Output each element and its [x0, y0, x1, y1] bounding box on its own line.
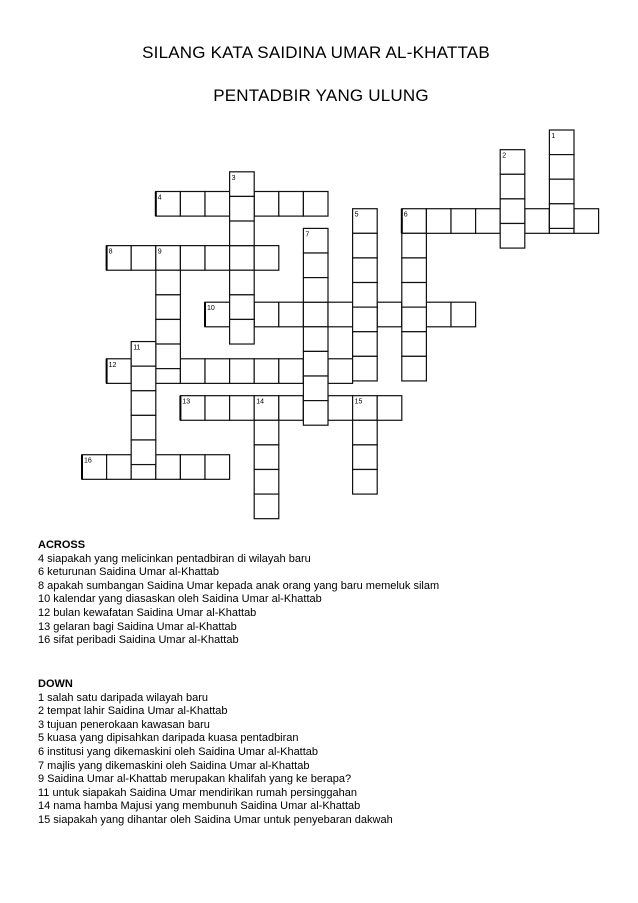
clue-number: 11: [133, 344, 141, 352]
puzzle-subtitle: PENTADBIR YANG ULUNG: [213, 86, 429, 105]
clue-number: 4: [157, 194, 162, 202]
grid-cell[interactable]: [402, 332, 427, 357]
grid-cell[interactable]: [402, 258, 427, 283]
grid-cell[interactable]: [230, 270, 255, 295]
grid-cell[interactable]: [353, 420, 378, 445]
grid-cell[interactable]: [451, 209, 476, 234]
grid-cell[interactable]: [353, 356, 378, 381]
grid-cell[interactable]: [303, 278, 328, 303]
grid-cell[interactable]: [254, 246, 279, 271]
grid-cell[interactable]: [353, 332, 378, 357]
across-clue: 16 sifat peribadi Saidina Umar al-Khattab: [38, 634, 239, 647]
grid-cell[interactable]: [500, 174, 525, 199]
down-clue: 5 kuasa yang dipisahkan daripada kuasa pentadbiran: [38, 732, 299, 745]
down-clue: 9 Saidina Umar al-Khattab merupakan khalifah yang ke berapa?: [38, 773, 352, 786]
grid-cell[interactable]: [303, 253, 328, 278]
down-clue: 6 institusi yang dikemaskini oleh Saidina Umar al-Khattab: [38, 745, 319, 758]
grid-cell[interactable]: [156, 344, 181, 369]
grid-cell[interactable]: [426, 209, 451, 234]
clue-number: 6: [403, 211, 408, 219]
grid-cell[interactable]: [180, 246, 205, 271]
grid-cell[interactable]: [205, 396, 230, 421]
grid-cell[interactable]: [131, 366, 156, 391]
grid-cell[interactable]: [549, 204, 574, 229]
grid-cell[interactable]: [131, 415, 156, 440]
grid-cell[interactable]: [402, 283, 427, 308]
clue-number: 3: [231, 174, 236, 182]
grid-cell[interactable]: [205, 192, 230, 217]
grid-cell[interactable]: [279, 302, 304, 327]
grid-cell[interactable]: [574, 209, 599, 234]
across-heading: ACROSS: [38, 539, 86, 551]
grid-cell[interactable]: [353, 258, 378, 283]
grid-cell[interactable]: [230, 319, 255, 344]
grid-cell[interactable]: [230, 295, 255, 320]
down-clue: 7 majlis yang dikemaskini oleh Saidina Umar al-Khattab: [38, 759, 310, 772]
grid-cell[interactable]: [131, 391, 156, 416]
grid-cell[interactable]: [377, 396, 402, 421]
grid-cell[interactable]: [328, 359, 353, 384]
grid-cell[interactable]: [180, 455, 205, 480]
grid-cell[interactable]: [131, 440, 156, 465]
grid-cell[interactable]: [230, 396, 255, 421]
grid-cell[interactable]: [303, 192, 328, 217]
grid-cell[interactable]: [500, 199, 525, 224]
across-clue: 8 apakah sumbangan Saidina Umar kepada anak orang yang baru memeluk silam: [38, 579, 440, 592]
grid-cell[interactable]: [303, 302, 328, 327]
grid-cell[interactable]: [254, 359, 279, 384]
down-clues: [38, 678, 393, 828]
grid-cell[interactable]: [402, 356, 427, 381]
grid-cell[interactable]: [525, 209, 550, 234]
down-heading: DOWN: [38, 678, 73, 690]
clue-number: 16: [84, 457, 92, 465]
clue-number: 12: [108, 361, 117, 369]
across-clue: 13 gelaran bagi Saidina Umar al-Khattab: [38, 620, 237, 633]
grid-cell[interactable]: [500, 223, 525, 248]
across-clue: 6 keturunan Saidina Umar al-Khattab: [38, 566, 219, 579]
down-clue: 15 siapakah yang dihantar oleh Saidina Umar untuk penyebaran dakwah: [38, 813, 393, 826]
grid-cell[interactable]: [402, 233, 427, 258]
clue-number: 9: [157, 248, 162, 256]
grid-cell[interactable]: [205, 246, 230, 271]
grid-cell[interactable]: [254, 420, 279, 445]
grid-cell[interactable]: [353, 233, 378, 258]
grid-cell[interactable]: [180, 192, 205, 217]
down-clue: 11 untuk siapakah Saidina Umar mendirikan rumah persinggahan: [38, 786, 357, 799]
grid-cell[interactable]: [254, 192, 279, 217]
grid-cell[interactable]: [303, 401, 328, 426]
grid-cell[interactable]: [156, 295, 181, 320]
grid-cell[interactable]: [328, 302, 353, 327]
grid-cell[interactable]: [451, 302, 476, 327]
grid-cell[interactable]: [230, 196, 255, 221]
down-clue: 2 tempat lahir Saidina Umar al-Khattab: [38, 705, 228, 718]
grid-cell[interactable]: [303, 376, 328, 401]
grid-cell[interactable]: [254, 302, 279, 327]
grid-cell[interactable]: [303, 351, 328, 376]
grid-cell[interactable]: [180, 359, 205, 384]
across-clue: 10 kalendar yang diasaskan oleh Saidina Umar al-Khattab: [38, 593, 322, 606]
puzzle-title: SILANG KATA SAIDINA UMAR AL-KHATTAB: [142, 43, 490, 62]
grid-cell[interactable]: [254, 469, 279, 494]
grid-cell[interactable]: [353, 445, 378, 470]
grid-cell[interactable]: [353, 469, 378, 494]
clue-number: 5: [354, 211, 359, 219]
across-clue: 12 bulan kewafatan Saidina Umar al-Khattab: [38, 606, 257, 619]
down-clue: 1 salah satu daripada wilayah baru: [38, 691, 209, 704]
clue-number: 14: [256, 398, 264, 406]
grid-cell[interactable]: [328, 396, 353, 421]
grid-cell[interactable]: [279, 359, 304, 384]
down-clue: 3 tujuan penerokaan kawasan baru: [38, 718, 210, 731]
grid-cell[interactable]: [402, 307, 427, 332]
clue-number: 8: [108, 248, 113, 256]
grid-cell[interactable]: [353, 307, 378, 332]
grid-cell[interactable]: [549, 155, 574, 180]
grid-cell[interactable]: [254, 445, 279, 470]
grid-cell[interactable]: [303, 327, 328, 352]
grid-cell[interactable]: [230, 359, 255, 384]
across-clue: 4 siapakah yang melicinkan pentadbiran di wilayah baru: [38, 552, 311, 565]
grid-cell[interactable]: [107, 455, 132, 480]
grid-cell[interactable]: [476, 209, 501, 234]
grid-cell[interactable]: [230, 246, 255, 271]
grid-cell[interactable]: [353, 283, 378, 308]
grid-cell[interactable]: [279, 192, 304, 217]
grid-cell[interactable]: [205, 455, 230, 480]
grid-cell[interactable]: [279, 396, 304, 421]
grid-cell[interactable]: [205, 359, 230, 384]
clue-number: 15: [354, 398, 363, 406]
down-clue: 14 nama hamba Majusi yang membunuh Saidina Umar al-Khattab: [38, 800, 361, 813]
grid-cell[interactable]: [549, 179, 574, 204]
grid-cell[interactable]: [156, 455, 181, 480]
grid-cell[interactable]: [131, 246, 156, 271]
grid-cell[interactable]: [156, 270, 181, 295]
clue-number: 2: [502, 152, 507, 160]
clue-number: 13: [182, 398, 191, 406]
grid-cell[interactable]: [377, 302, 402, 327]
clue-number: 7: [305, 231, 310, 239]
grid-cell[interactable]: [156, 319, 181, 344]
grid-cell[interactable]: [426, 302, 451, 327]
grid-cell[interactable]: [254, 494, 279, 519]
clue-number: 1: [551, 133, 556, 140]
across-clues: [38, 539, 439, 648]
clue-number: 10: [207, 305, 215, 313]
grid-cell[interactable]: [230, 221, 255, 246]
